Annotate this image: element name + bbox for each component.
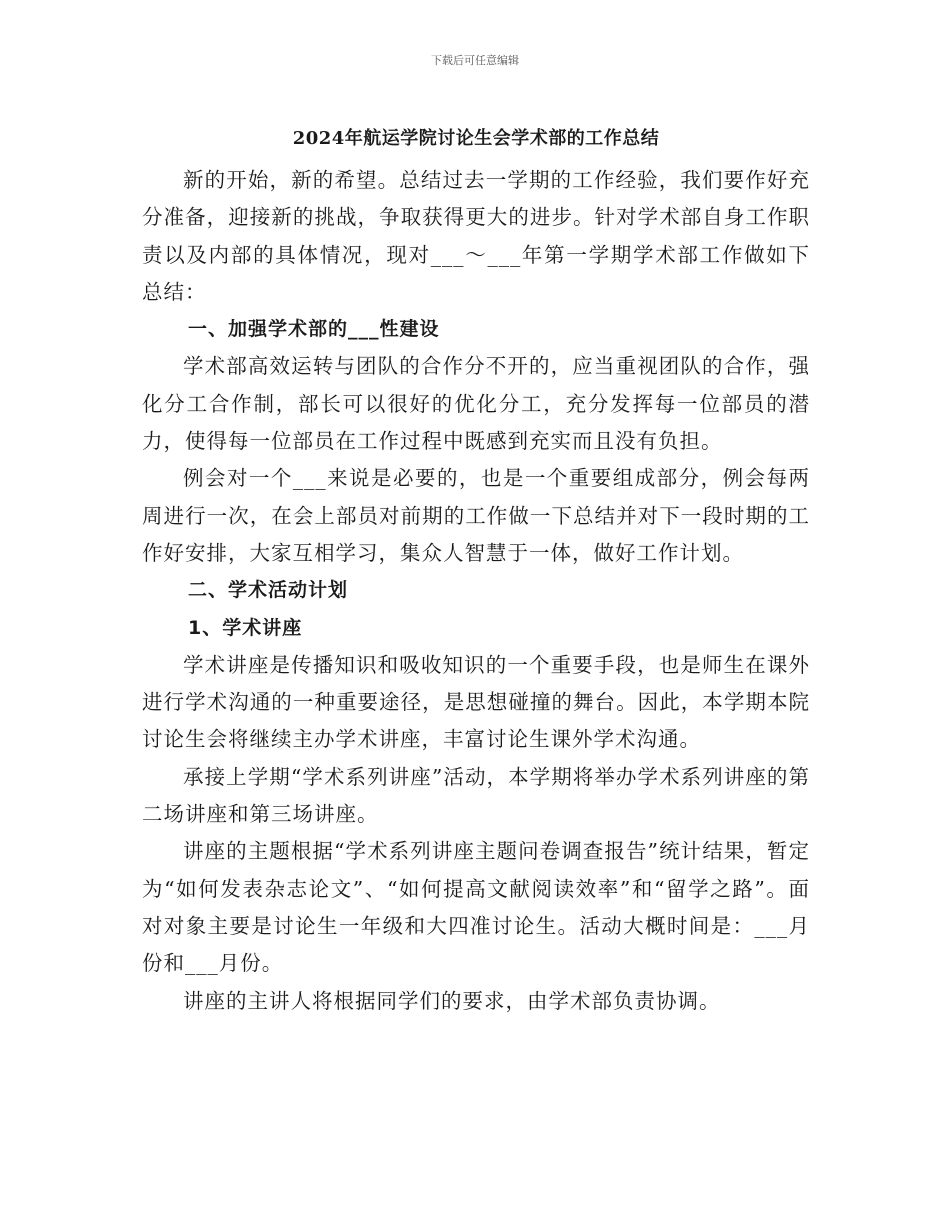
section-1-paragraph-1: 学术部高效运转与团队的合作分不开的，应当重视团队的合作，强化分工合作制，部长可以很好的优化分工，充分发挥每一位部员的潜力，使得每一位部员在工作过程中既感到充实而且没有负担。	[142, 354, 810, 454]
section-2-heading: 二、学术活动计划	[188, 579, 349, 602]
subsection-1-heading: 1、学术讲座	[188, 616, 303, 639]
subsection-1-paragraph-4: 讲座的主讲人将根据同学们的要求，由学术部负责协调。	[183, 988, 721, 1013]
subsection-1-paragraph-2: 承接上学期“学术系列讲座”活动，本学期将举办学术系列讲座的第二场讲座和第三场讲座。	[142, 764, 810, 827]
page-header-note: 下载后可任意编辑	[431, 54, 519, 67]
document-body	[142, 122, 810, 1020]
document-title: 2024年航运学院讨论生会学术部的工作总结	[292, 128, 660, 149]
section-1-heading: 一、加强学术部的___性建设	[188, 318, 440, 341]
section-1-paragraph-2: 例会对一个___来说是必要的，也是一个重要组成部分，例会每两周进行一次，在会上部员对前期的工作做一下总结并对下一段时期的工作好安排，大家互相学习，集众人智慧于一体，做好工作计划。	[142, 466, 810, 565]
subsection-1-paragraph-1: 学术讲座是传播知识和吸收知识的一个重要手段，也是师生在课外进行学术沟通的一种重要途径，是思想碰撞的舞台。因此，本学期本院讨论生会将继续主办学术讲座，丰富讨论生课外学术沟通。	[142, 652, 810, 752]
subsection-1-paragraph-3: 讲座的主题根据“学术系列讲座主题问卷调查报告”统计结果，暂定为“如何发表杂志论文”、“如何提高文献阅读效率”和“留学之路”。面对对象主要是讨论生一年级和大四准讨论生。活动大概时间是：___月份和___月份。	[142, 839, 810, 976]
intro-paragraph: 新的开始，新的希望。总结过去一学期的工作经验，我们要作好充分准备，迎接新的挑战，争取获得更大的进步。针对学术部自身工作职责以及内部的具体情况，现对___～___年第一学期学术部工作做如下总结：	[142, 168, 810, 304]
